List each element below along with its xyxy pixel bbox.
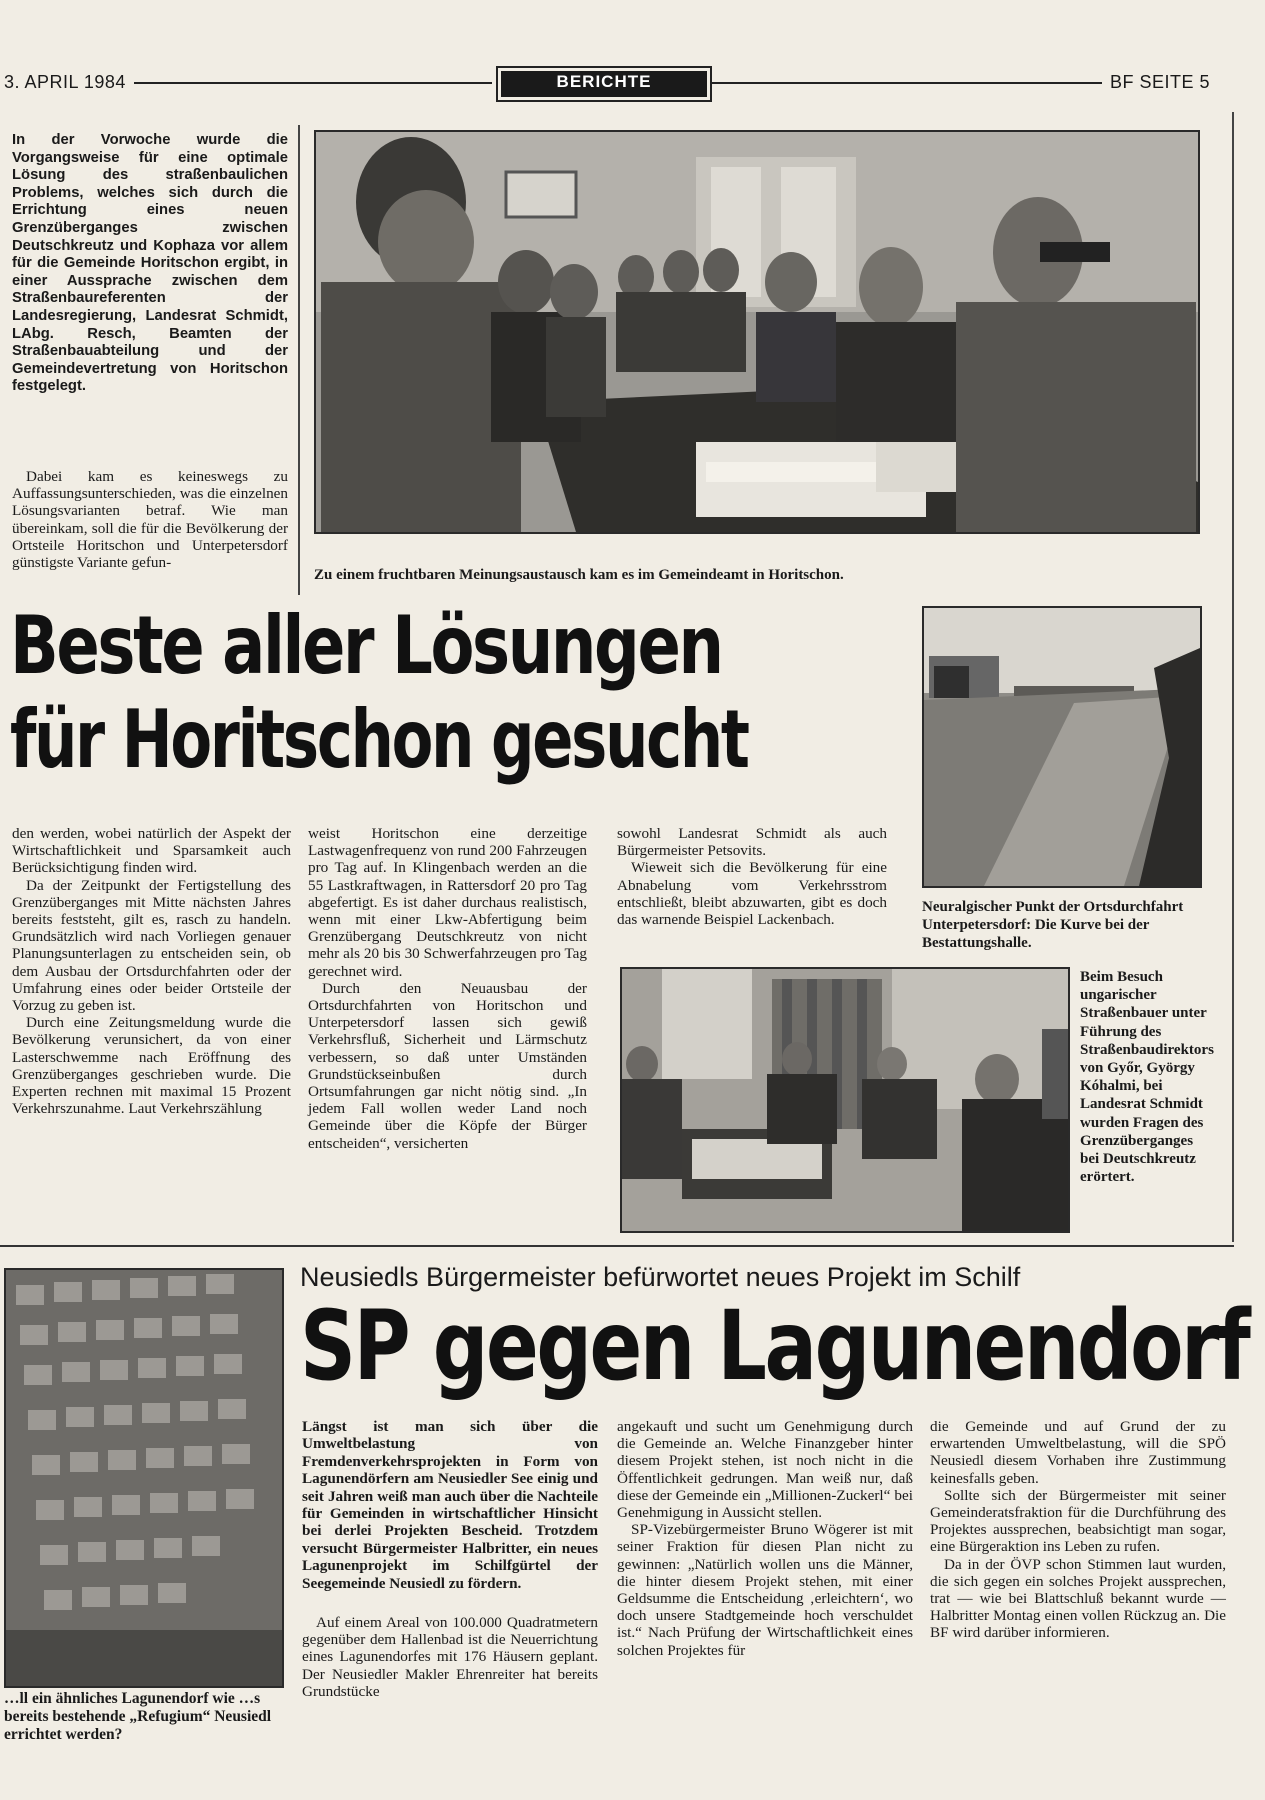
article2-col3-p3: Da in der ÖVP schon Stimmen laut wurden, die sich gegen ein solches Projekt aussprechen, trat — wie bei Blattschluß bekannt wurde — Halbritter Montag einen vollen Rückzug an. Die BF wird darüber informieren.	[930, 1555, 1226, 1642]
road-photo-caption: Neuralgischer Punkt der Ortsdurchfahrt Unterpetersdorf: Die Kurve bei der Bestattungshalle.	[922, 899, 1184, 951]
article2-col3-p2: Sollte sich der Bürgermeister mit seiner Gemeinderatsfraktion für die Durchführung des Projektes aussprechen, beabsichtigt man sogar, eine Bürgeraktion ins Leben zu rufen.	[930, 1486, 1226, 1556]
article1-col1-p1: den werden, wobei natürlich der Aspekt der Wirtschaftlichkeit und Sparsamkeit auch Berücksichtigung finden wird.	[12, 825, 291, 877]
article2-col1-p2: Auf einem Areal von 100.000 Quadratmetern gegenüber dem Hallenbad ist die Neuerrichtung eines Lagunendorfes mit 176 Häusern geplant. Der Neusiedler Makler Ehrenreiter hat bereits Grundstücke	[302, 1614, 598, 1700]
article1-col1-p3: Durch eine Zeitungsmeldung wurde die Bevölkerung verunsichert, da von einer Lasterschwemme nach Eröffnung des Grenzüberganges geschrieben wurde. Die Experten rechnen mit maximal 15 Prozent Verkehrszunahme. Laut Verkehrszählung	[12, 1014, 291, 1118]
header-rule-right	[712, 82, 1102, 84]
issue-date: 3. APRIL 1984	[4, 72, 126, 92]
article1-column-2	[308, 825, 587, 1152]
page-number: BF SEITE 5	[1110, 72, 1211, 92]
section-label: BERICHTE	[501, 71, 707, 97]
article1-col3-p2: Wieweit sich die Bevölkerung für eine Abnabelung vom Verkehrsstrom entschließt, bleibt abzuwarten, gibt es doch das warnende Beispiel Lackenbach.	[617, 859, 887, 929]
article2-headline: SP gegen Lagunendorf	[300, 1290, 1249, 1402]
article2-column-2	[617, 1418, 913, 1659]
section-label-box	[496, 66, 712, 102]
meeting-photo	[314, 130, 1200, 534]
aerial-photo-image	[6, 1270, 282, 1686]
article1-headline-line2: für Horitschon gesucht	[10, 693, 748, 786]
road-photo-image	[924, 608, 1200, 886]
article2-kicker: Neusiedls Bürgermeister befürwortet neues Projekt im Schilf	[300, 1262, 1021, 1292]
article1-col2-p1: weist Horitschon eine derzeitige Lastwagenfrequenz von rund 200 Fahrzeugen pro Tag auf. In Klingenbach werden an die 55 Lastkraftwagen, in Rattersdorf 20 pro Tag abgefertigt. Es ist daher durchaus realistisch, wenn mit einer Lkw-Abfertigung beim Grenzübergang Deutschkreutz von nicht mehr als 20 bis 30 Schwerfahrzeugen pro Tag gerechnet wird.	[308, 825, 587, 980]
aerial-photo-caption: …ll ein ähnliches Lagunendorf wie …s bereits bestehende „Refugium“ Neusiedl errichtet werden?	[4, 1690, 272, 1743]
article-separator	[0, 1245, 1234, 1247]
meeting-photo-image	[316, 132, 1198, 532]
article1-headline-line1: Beste aller Lösungen	[10, 599, 722, 692]
article1-column-3	[617, 825, 887, 928]
visit-photo-image	[622, 969, 1068, 1231]
visit-photo	[620, 967, 1070, 1233]
article1-column-1	[12, 825, 291, 1117]
article1-col1-p2: Da der Zeitpunkt der Fertigstellung des Grenzüberganges mit Mitte nächsten Jahres bereits feststeht, gilt es, rasch zu handeln. Grundsätzlich wird nach Vorliegen genauer Planungsunterlagen zu entscheiden sein, ob dem Ausbau der Ortsdurchfahrten oder der Umfahrung eines oder beider Ortsteile der Vorzug zu geben ist.	[12, 876, 291, 1015]
meeting-photo-caption: Zu einem fruchtbaren Meinungsaustausch kam es im Gemeindeamt in Horitschon.	[314, 567, 844, 583]
article2-column-3	[930, 1418, 1226, 1642]
column-rule	[298, 125, 300, 595]
article2-col2-p1: angekauft und sucht um Genehmigung durch die Gemeinde an. Welche Finanzgeber hinter diesem Projekt stehen, ist noch nicht in die Öffentlichkeit gedrungen. Man weiß nur, daß diese der Gemeinde ein „Millionen-Zuckerl“ bei Genehmigung in Aussicht stellen.	[617, 1418, 913, 1522]
article2-col2-p2: SP-Vizebürgermeister Bruno Wögerer ist mit seiner Fraktion für diesen Plan nicht zu gewinnen: „Natürlich wollen uns die Männer, die hinter diesem Projekt stehen, mit einer Geldsumme die Entscheidung ‚erleichtern‘, wo doch unsere Stadtgemeinde hoch verschuldet ist.“ Nach Prüfung der Wirtschaftlichkeit eines solchen Projektes für	[617, 1521, 913, 1659]
road-photo	[922, 606, 1202, 888]
aerial-photo	[4, 1268, 284, 1688]
article2-column-1	[302, 1614, 598, 1700]
header-rule-left	[134, 82, 492, 84]
article1-col2-p2: Durch den Neuausbau der Ortsdurchfahrten von Horitschon und Unterpetersdorf lassen sich gewiß Verkehrsfluß, Sicherheit und Lärmschutz verbessern, so daß unter Umständen Grundstückseinbußen durch Ortsumfahrungen gar nicht nötig sind. „In jedem Fall wollen weder Land noch Gemeinde über die Köpfe der Bürger entscheiden“, versicherten	[308, 979, 587, 1152]
article2-lead: Längst ist man sich über die Umweltbelastung von Fremdenverkehrsprojekten in Form von Lagunendörfern am Neusiedler See einig und seit Jahren weiß man auch über die Nachteile für Gemeinden in wirtschaftlicher Hinsicht bei derlei Projekten Bescheid. Trotzdem versucht Bürgermeister Halbritter, ein neues Lagunenprojekt im Schilfgürtel der Seegemeinde Neusiedl zu fördern.	[302, 1418, 598, 1592]
article1-lead: In der Vorwoche wurde die Vorgangsweise für eine optimale Lösung des straßenbaulichen Problems, welches sich durch die Errichtung eines neuen Grenzüberganges zwischen Deutschkreutz und Kophaza vor allem für die Gemeinde Horitschon ergibt, in einer Aussprache zwischen dem Straßenbaureferenten der Landesregierung, Landesrat Schmidt, LAbg. Resch, Beamten der Straßenbauabteilung und der Gemeindevertretung von Horitschon festgelegt.	[12, 132, 288, 395]
article1-intro-text: Dabei kam es keineswegs zu Auffassungsunterschieden, was die einzelnen Lösungsvarianten betraf. Wie man übereinkam, soll die für die Bevölkerung der Ortsteile Horitschon und Unterpetersdorf günstigste Variante gefun-	[12, 468, 288, 572]
visit-photo-caption: Beim Besuch ungarischer Straßenbauer unter Führung des Straßenbaudirektors von Győr, György Kóhalmi, bei Landesrat Schmidt wurden Fragen des Grenzüberganges bei Deutschkreutz erörtert.	[1080, 969, 1214, 1186]
article2-col3-p1: die Gemeinde und auf Grund der zu erwartenden Umweltbelastung, will die SPÖ Neusiedl diesem Vorhaben ihre Zustimmung keinesfalls geben.	[930, 1418, 1226, 1487]
article1-intro	[12, 468, 288, 571]
article1-col3-p1: sowohl Landesrat Schmidt als auch Bürgermeister Petsovits.	[617, 825, 887, 860]
page-edge-rule	[1232, 112, 1234, 1242]
